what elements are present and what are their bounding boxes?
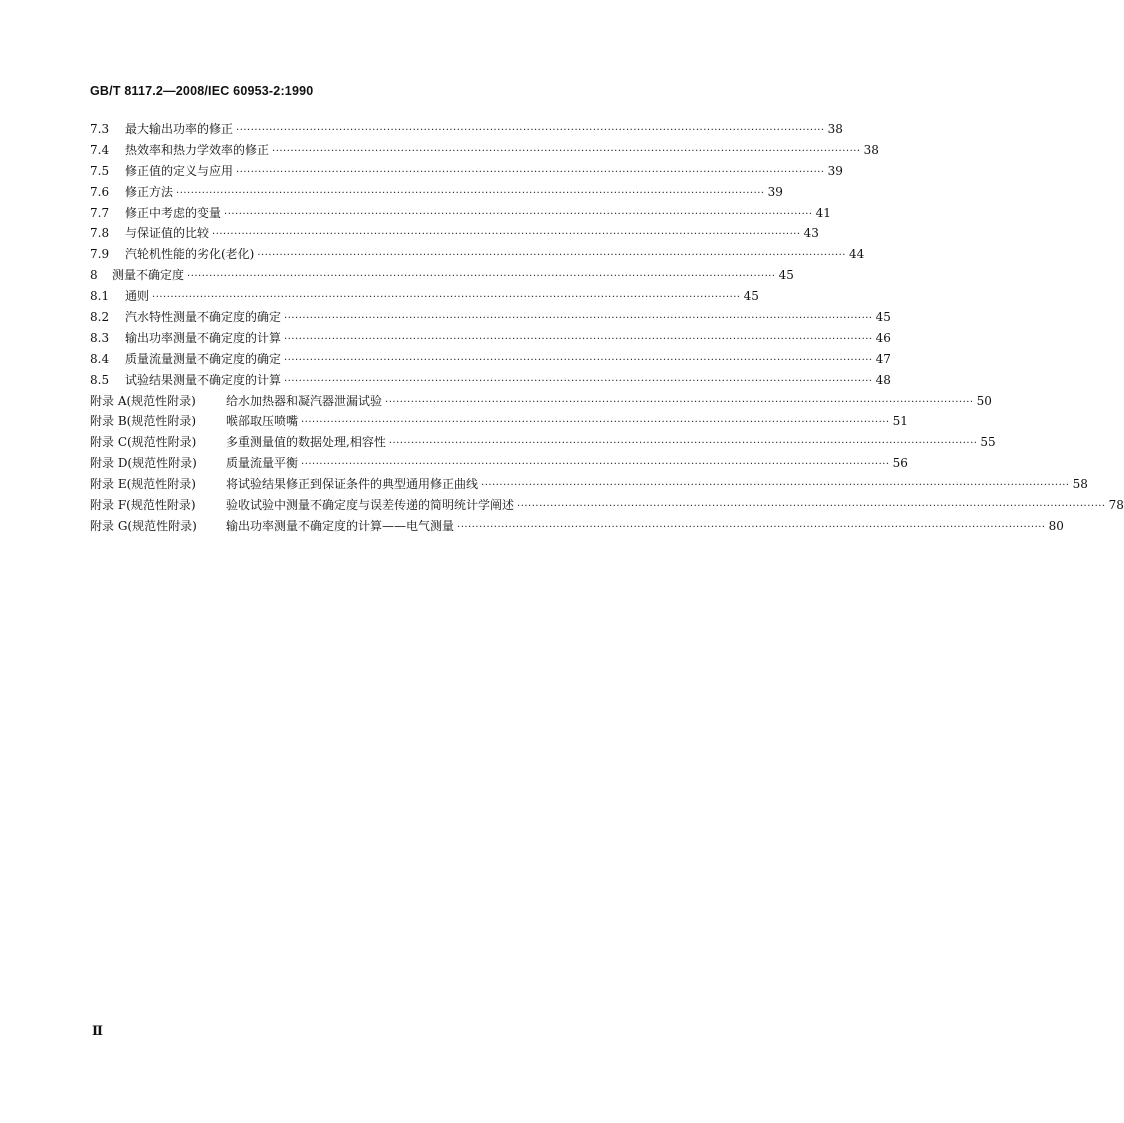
- toc-leader: [481, 476, 1070, 497]
- toc-entry[interactable]: [90, 286, 759, 307]
- toc-title: 测量不确定度: [112, 268, 185, 283]
- toc-page: 78: [1108, 498, 1124, 513]
- toc-leader: [272, 142, 861, 163]
- toc-page: 55: [980, 435, 996, 450]
- toc-entry[interactable]: [90, 349, 891, 370]
- toc-number: 附录 C(规范性附录): [90, 435, 197, 450]
- toc-entry[interactable]: [90, 140, 879, 161]
- toc-title: 将试验结果修正到保证条件的典型通用修正曲线: [226, 477, 479, 492]
- toc-title: 多重测量值的数据处理,相容性: [226, 435, 386, 450]
- toc-leader: [176, 184, 765, 205]
- toc-entry[interactable]: [90, 474, 1088, 495]
- toc-entry[interactable]: [90, 411, 908, 432]
- toc-page: 38: [863, 142, 879, 157]
- toc-leader: [284, 330, 873, 351]
- toc-page: 41: [815, 205, 831, 220]
- toc-title: 汽轮机性能的劣化(老化): [125, 247, 255, 262]
- toc-page: 50: [976, 393, 992, 408]
- toc-leader: [301, 455, 890, 476]
- toc-leader: [152, 288, 741, 309]
- toc-title: 质量流量测量不确定度的确定: [125, 351, 282, 366]
- toc-title: 质量流量平衡: [226, 456, 299, 471]
- toc-title: 修正中考虑的变量: [125, 205, 222, 220]
- toc-entry[interactable]: [90, 119, 843, 140]
- toc-entry[interactable]: [90, 453, 908, 474]
- toc-title: 输出功率测量不确定度的计算: [125, 330, 282, 345]
- toc-number: 7.3: [90, 122, 110, 136]
- toc-title: 汽水特性测量不确定度的确定: [125, 310, 282, 325]
- toc-title: 热效率和热力学效率的修正: [125, 142, 270, 157]
- toc-number: 8.1: [90, 289, 110, 304]
- toc-number: 附录 B(规范性附录): [90, 414, 196, 429]
- toc-number: 7.7: [90, 205, 110, 220]
- toc-entry[interactable]: [90, 203, 831, 224]
- toc-leader: [236, 121, 825, 142]
- toc-title: 最大输出功率的修正: [125, 122, 234, 136]
- toc-leader: [301, 413, 890, 434]
- toc-leader: [236, 163, 825, 184]
- page-number: Ⅱ: [92, 1024, 103, 1039]
- toc-number: 附录 F(规范性附录): [90, 498, 196, 513]
- toc-page: 80: [1048, 518, 1064, 533]
- toc-title: 试验结果测量不确定度的计算: [125, 372, 282, 387]
- toc-number: 附录 D(规范性附录): [90, 456, 197, 471]
- toc-entry[interactable]: [90, 432, 996, 453]
- toc-leader: [385, 393, 974, 414]
- toc-entry[interactable]: [90, 307, 891, 328]
- toc-page: 58: [1072, 477, 1088, 492]
- toc-title: 喉部取压喷嘴: [226, 414, 299, 429]
- toc-title: 给水加热器和凝汽器泄漏试验: [226, 393, 383, 408]
- toc-page: 39: [767, 184, 783, 199]
- toc-leader: [224, 205, 813, 226]
- toc-number: 7.5: [90, 163, 110, 178]
- toc-page: 44: [848, 247, 865, 262]
- toc-leader: [457, 518, 1046, 539]
- standard-header: GB/T 8117.2—2008/IEC 60953-2:1990: [90, 84, 314, 98]
- toc-leader: [517, 497, 1106, 518]
- toc-leader: [284, 309, 873, 330]
- toc-page: 45: [875, 310, 891, 325]
- toc-title: 修正值的定义与应用: [125, 163, 234, 178]
- toc-title: 验收试验中测量不确定度与误差传递的简明统计学阐述: [226, 498, 515, 513]
- toc-page: 48: [875, 372, 891, 387]
- toc-entry[interactable]: [90, 328, 891, 349]
- table-of-contents: [90, 119, 1124, 537]
- toc-entry[interactable]: [90, 391, 992, 412]
- toc-page: 46: [875, 330, 891, 345]
- toc-title: 输出功率测量不确定度的计算——电气测量: [226, 518, 455, 533]
- toc-page: 39: [827, 163, 843, 178]
- toc-entry[interactable]: [90, 516, 1064, 537]
- toc-page: 47: [875, 351, 891, 366]
- toc-number: 7.8: [90, 226, 110, 241]
- toc-number: 8.3: [90, 330, 110, 345]
- toc-entry[interactable]: [90, 370, 891, 391]
- toc-page: 56: [892, 456, 908, 471]
- toc-number: 8.2: [90, 310, 110, 325]
- toc-number: 附录 A(规范性附录): [90, 393, 196, 408]
- toc-number: 7.6: [90, 184, 110, 199]
- toc-number: 附录 G(规范性附录): [90, 518, 197, 533]
- toc-number: 7.9: [90, 247, 110, 262]
- toc-entry[interactable]: [90, 244, 865, 265]
- toc-number: 7.4: [90, 142, 110, 157]
- toc-entry[interactable]: [90, 223, 819, 244]
- toc-entry[interactable]: [90, 495, 1124, 516]
- toc-leader: [187, 267, 776, 288]
- toc-number: 8.4: [90, 351, 110, 366]
- toc-leader: [212, 225, 801, 246]
- toc-page: 43: [803, 226, 819, 241]
- toc-page: 45: [743, 289, 759, 304]
- toc-page: 45: [778, 268, 794, 283]
- toc-number: 8: [90, 268, 98, 283]
- toc-title: 通则: [125, 289, 150, 304]
- toc-leader: [284, 351, 873, 372]
- toc-entry[interactable]: [90, 265, 794, 286]
- toc-title: 与保证值的比较: [125, 226, 210, 241]
- toc-number: 附录 E(规范性附录): [90, 477, 196, 492]
- toc-page: 51: [892, 414, 908, 429]
- toc-page: 38: [827, 122, 843, 136]
- toc-title: 修正方法: [125, 184, 174, 199]
- toc-entry[interactable]: [90, 182, 783, 203]
- toc-leader: [284, 372, 873, 393]
- toc-leader: [389, 434, 978, 455]
- toc-number: 8.5: [90, 372, 110, 387]
- toc-leader: [257, 246, 846, 267]
- toc-entry[interactable]: [90, 161, 843, 182]
